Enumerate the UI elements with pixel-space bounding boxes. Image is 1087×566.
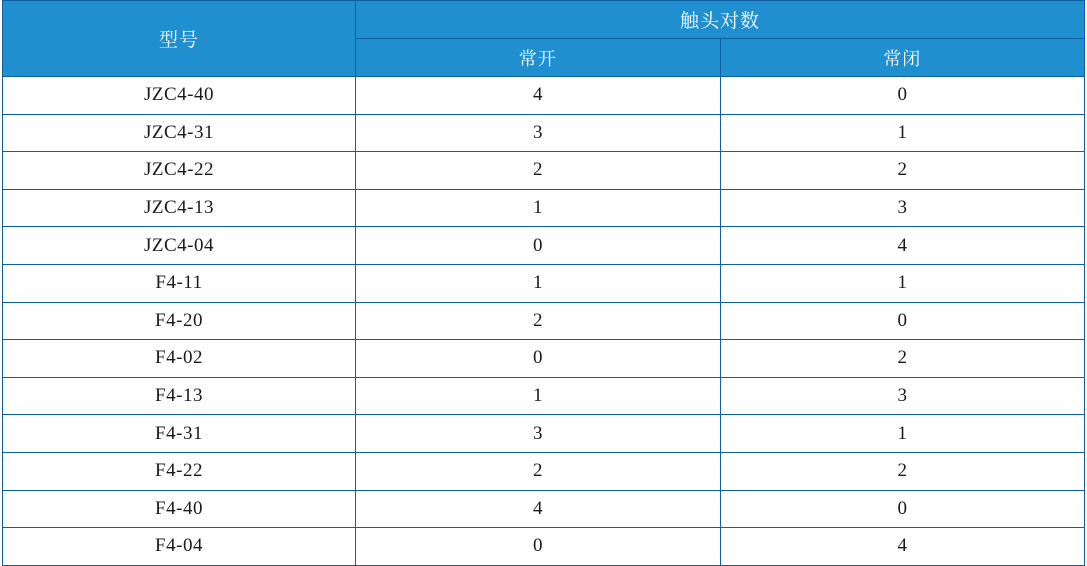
cell-normally-closed: 4 [720,227,1085,265]
cell-model: JZC4-04 [3,227,356,265]
table-row [3,189,1085,227]
table-row [3,302,1085,340]
cell-model: F4-20 [3,302,356,340]
cell-model: JZC4-40 [3,77,356,115]
cell-model: F4-13 [3,377,356,415]
cell-normally-closed: 2 [720,152,1085,190]
table-body [3,77,1085,566]
cell-normally-closed: 2 [720,452,1085,490]
cell-normally-closed: 1 [720,264,1085,302]
table-row [3,452,1085,490]
table-row [3,377,1085,415]
cell-normally-closed: 1 [720,415,1085,453]
column-header-normally-open: 常开 [356,39,721,77]
cell-normally-open: 1 [356,264,721,302]
table-row [3,490,1085,528]
cell-normally-open: 4 [356,490,721,528]
column-header-model: 型号 [3,1,356,77]
table-row [3,152,1085,190]
table-row [3,340,1085,378]
cell-model: F4-04 [3,528,356,566]
cell-normally-closed: 0 [720,77,1085,115]
cell-normally-open: 2 [356,302,721,340]
table-header [3,1,1085,77]
cell-normally-open: 2 [356,152,721,190]
cell-normally-closed: 3 [720,189,1085,227]
column-header-normally-closed: 常闭 [720,39,1085,77]
cell-model: JZC4-13 [3,189,356,227]
table-row [3,77,1085,115]
cell-model: F4-22 [3,452,356,490]
cell-normally-open: 0 [356,528,721,566]
contact-pairs-table [2,0,1085,566]
cell-normally-closed: 0 [720,302,1085,340]
cell-model: F4-11 [3,264,356,302]
cell-normally-open: 4 [356,77,721,115]
table-row [3,415,1085,453]
cell-normally-open: 2 [356,452,721,490]
cell-normally-open: 1 [356,189,721,227]
cell-normally-closed: 0 [720,490,1085,528]
table-row [3,264,1085,302]
cell-normally-open: 0 [356,340,721,378]
cell-model: F4-31 [3,415,356,453]
cell-normally-closed: 2 [720,340,1085,378]
cell-model: JZC4-31 [3,114,356,152]
cell-model: JZC4-22 [3,152,356,190]
cell-model: F4-02 [3,340,356,378]
cell-normally-closed: 4 [720,528,1085,566]
cell-model: F4-40 [3,490,356,528]
cell-normally-closed: 3 [720,377,1085,415]
cell-normally-closed: 1 [720,114,1085,152]
table-row [3,528,1085,566]
table-row [3,114,1085,152]
header-row-top [3,1,1085,39]
cell-normally-open: 0 [356,227,721,265]
cell-normally-open: 3 [356,114,721,152]
cell-normally-open: 1 [356,377,721,415]
column-header-contact-pairs: 触头对数 [356,1,1085,39]
table-row [3,227,1085,265]
cell-normally-open: 3 [356,415,721,453]
